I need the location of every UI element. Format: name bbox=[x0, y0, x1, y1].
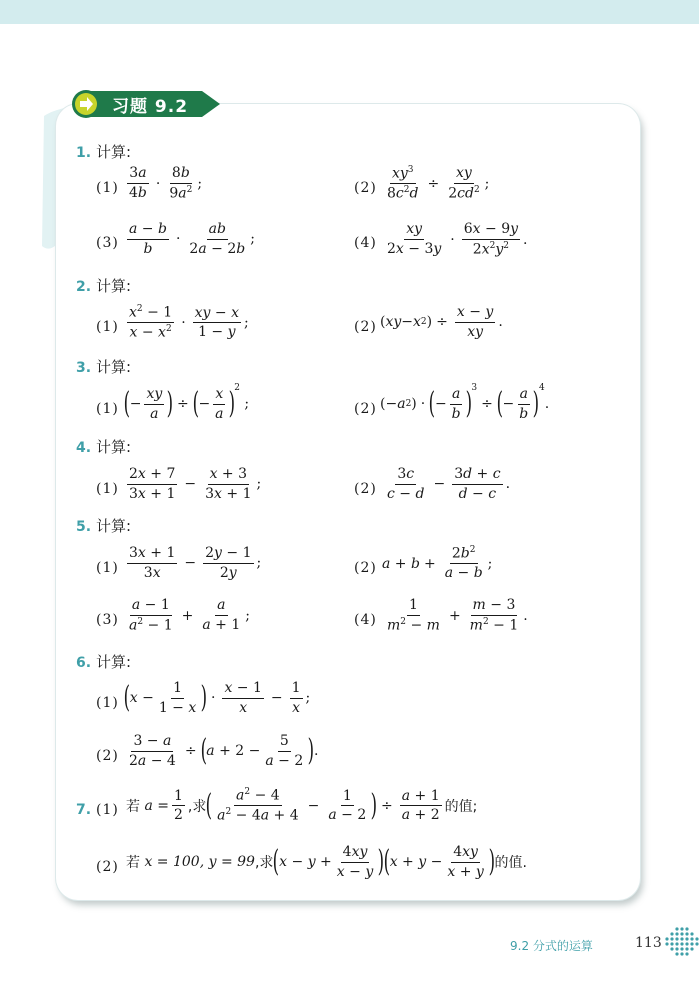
question-number: 4. bbox=[76, 440, 92, 456]
find-text: ,求 bbox=[254, 855, 274, 872]
part-label: (2) bbox=[354, 180, 377, 196]
condition-text: x = 100, y = 99 bbox=[144, 854, 255, 871]
part-label: (2) bbox=[354, 319, 377, 335]
if-text: 若 bbox=[126, 798, 140, 815]
part-label: (1) bbox=[96, 560, 119, 576]
part-label: (1) bbox=[96, 481, 119, 497]
math-expression: $\frac{3 - a}{2a - 4}$ ÷ ( a + 2 − $\frac{5}{a - 2}$ ) . bbox=[129, 733, 319, 769]
math-expression: $\frac{3a}{4b}$ · $\frac{8b}{9a^2}$ ; bbox=[129, 165, 203, 202]
part-label: (2) bbox=[96, 859, 119, 875]
math-expression: ( xy − x 2 ) ÷ $\frac{x - y}{xy}$ . bbox=[380, 304, 503, 340]
math-expression: a + b + $\frac{2b^2}{a - b}$ ; bbox=[382, 545, 493, 582]
part-label: (1) bbox=[96, 180, 119, 196]
part-label: (1) bbox=[96, 695, 119, 711]
math-expression: 若 a = $\frac{1}{2}$ ,求 ( $\frac{a^2 - 4}{a^2 - 4a + 4}$ − $\frac{1}{a - 2}$ ) ÷ $\frac{a + 1}{a + 2}$ 的值; bbox=[126, 787, 478, 824]
part-label: (3) bbox=[96, 612, 119, 628]
math-expression: $\frac{1}{m^2 - m}$ + $\frac{m - 3}{m^2 - 1}$ . bbox=[387, 597, 528, 634]
section-footer-label: 9.2 分式的运算 bbox=[510, 939, 593, 953]
top-color-bar bbox=[0, 0, 699, 24]
question-number: 3. bbox=[76, 360, 92, 376]
part-label: (1) bbox=[96, 802, 119, 818]
math-expression: $\frac{2x + 7}{3x + 1}$ − $\frac{x + 3}{3x + 1}$ ; bbox=[129, 466, 262, 502]
if-text: 若 bbox=[126, 855, 140, 872]
math-expression: $\frac{3x + 1}{3x}$ − $\frac{2y - 1}{2y}$ ; bbox=[129, 545, 262, 581]
part-label: (2) bbox=[354, 560, 377, 576]
question-title: 计算: bbox=[96, 517, 132, 535]
math-expression: $\frac{3c}{c - d}$ − $\frac{3d + c}{d - c}$ . bbox=[387, 466, 511, 502]
math-expression: 若 x = 100, y = 99 ,求 ( x − y + $\frac{4xy}{x - y}$ ) ( x + y − $\frac{4xy}{x + y}$ ) 的值. bbox=[126, 844, 527, 880]
math-expression: ( − $\frac{xy}{a}$ ) ÷ ( − $\frac{x}{a}$ ) $^2$ ; bbox=[123, 383, 250, 422]
question-number: 7. bbox=[76, 802, 92, 818]
question-title: 计算: bbox=[96, 143, 132, 161]
math-expression: $\frac{xy}{2x - 3y}$ · $\frac{6x - 9y}{2x^2y^2}$ . bbox=[387, 221, 528, 258]
question-title: 计算: bbox=[96, 438, 132, 456]
part-label: (2) bbox=[354, 401, 377, 417]
part-label: (2) bbox=[354, 481, 377, 497]
part-label: (1) bbox=[96, 401, 119, 417]
question-number: 1. bbox=[76, 145, 92, 161]
math-expression: ( x − $\frac{1}{1 - x}$ ) · $\frac{x - 1}{x}$ − $\frac{1}{x}$ ; bbox=[123, 680, 311, 716]
dot-pattern-decoration bbox=[664, 926, 699, 960]
question-title: 计算: bbox=[96, 653, 132, 671]
section-heading: 习题 9.2 bbox=[112, 97, 189, 117]
page-number: 113 bbox=[635, 935, 662, 951]
question-title: 计算: bbox=[96, 358, 132, 376]
part-label: (1) bbox=[96, 319, 119, 335]
find-text: ,求 bbox=[187, 798, 207, 815]
math-expression: $\frac{a - b}{b}$ · $\frac{ab}{2a - 2b}$ ; bbox=[129, 221, 255, 257]
tail-text: 的值; bbox=[444, 798, 478, 815]
math-expression: $\frac{a - 1}{a^2 - 1}$ + $\frac{a}{a + 1}$ ; bbox=[129, 597, 250, 634]
tail-text: 的值. bbox=[494, 855, 527, 872]
math-expression: (− a 2 ) · ( − $\frac{a}{b}$ ) $^3$ ÷ ( − $\frac{a}{b}$ ) $^4$ . bbox=[380, 383, 550, 422]
part-label: (4) bbox=[354, 235, 377, 251]
question-number: 2. bbox=[76, 279, 92, 295]
question-number: 5. bbox=[76, 519, 92, 535]
question-title: 计算: bbox=[96, 277, 132, 295]
part-label: (2) bbox=[96, 748, 119, 764]
part-label: (3) bbox=[96, 235, 119, 251]
math-expression: $\frac{xy^3}{8c^2d}$ ÷ $\frac{xy}{2cd^2}$ ; bbox=[387, 165, 490, 202]
part-label: (4) bbox=[354, 612, 377, 628]
question-number: 6. bbox=[76, 655, 92, 671]
math-expression: $\frac{x^2 - 1}{x - x^2}$ · $\frac{xy - x}{1 - y}$ ; bbox=[129, 304, 249, 341]
